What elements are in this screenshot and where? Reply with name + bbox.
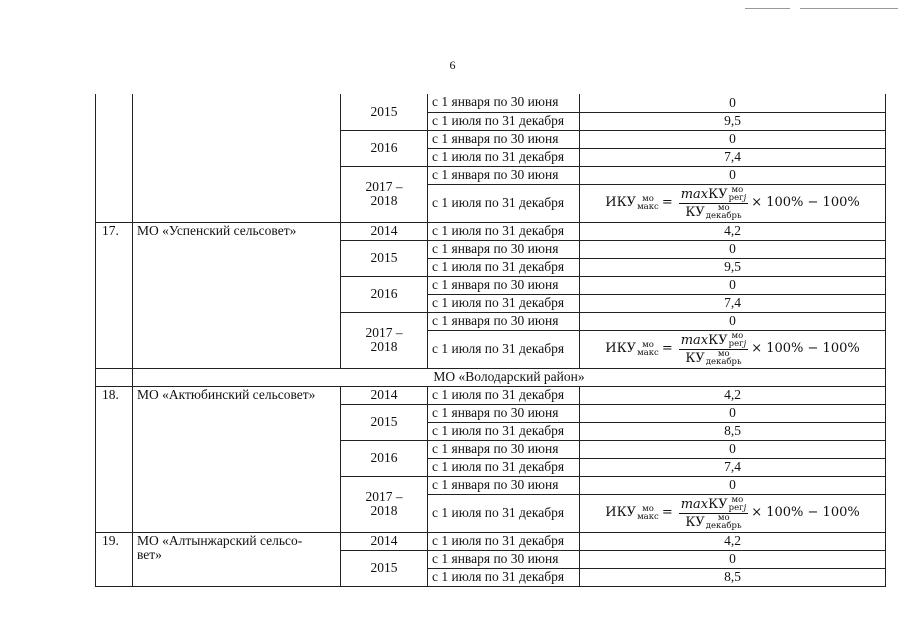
- municipality-cell: МО «Алтынжарский сельсо- вет»: [133, 532, 341, 586]
- period-cell: с 1 июля по 31 декабря: [428, 258, 580, 276]
- year-cell: 2015: [341, 404, 428, 440]
- formula-fraction: [679, 332, 748, 367]
- formula-lhs-sup: мо: [642, 193, 654, 204]
- value-cell: 0: [580, 440, 886, 458]
- period-cell: с 1 июля по 31 декабря: [428, 112, 580, 130]
- formula-denominator: [683, 514, 743, 531]
- formula-num-main: КУ: [708, 186, 728, 202]
- formula-den-main: КУ: [685, 204, 705, 220]
- formula-fraction: [679, 186, 748, 221]
- value-cell: 0: [580, 550, 886, 568]
- row-number-cell: [96, 94, 133, 222]
- formula-lhs-scripts: [637, 341, 659, 358]
- formula-equals: =: [661, 341, 673, 357]
- formula-num-sub: рег: [728, 193, 744, 203]
- formula-lhs-sup: мо: [642, 339, 654, 350]
- value-cell: 0: [580, 476, 886, 494]
- formula-den-sub: декабрь: [705, 521, 742, 531]
- formula-fraction: [679, 496, 748, 531]
- formula-num-prefix: max: [680, 186, 709, 202]
- period-cell: с 1 января по 30 июня: [428, 276, 580, 294]
- formula-lhs: ИКУ: [605, 195, 637, 211]
- table-row: [96, 222, 886, 240]
- formula-den-sup: мо: [717, 512, 730, 523]
- year-cell: 2015: [341, 550, 428, 586]
- year-cell: 2017 – 2018: [341, 166, 428, 222]
- value-cell: 0: [580, 94, 886, 112]
- period-cell: с 1 января по 30 июня: [428, 440, 580, 458]
- year-cell: 2017 – 2018: [341, 312, 428, 368]
- formula-denominator: [683, 350, 743, 367]
- formula-lhs-sub: макс: [637, 348, 659, 358]
- formula-equals: =: [661, 505, 673, 521]
- row-number-cell: 19.: [96, 532, 133, 586]
- value-cell: 0: [580, 404, 886, 422]
- formula-num-scripts: [729, 186, 747, 203]
- formula-num-scripts: [729, 332, 747, 349]
- row-number-cell: 18.: [96, 386, 133, 532]
- period-cell: с 1 января по 30 июня: [428, 312, 580, 330]
- period-cell: с 1 июля по 31 декабря: [428, 422, 580, 440]
- formula-lhs-scripts: [637, 195, 659, 212]
- year-cell: 2014: [341, 386, 428, 404]
- formula-denominator: [683, 204, 743, 221]
- formula-den-sup: мо: [717, 348, 730, 359]
- value-cell: 0: [580, 240, 886, 258]
- value-cell: 9,5: [580, 258, 886, 276]
- period-cell: с 1 июля по 31 декабря: [428, 386, 580, 404]
- formula-den-sub: декабрь: [705, 357, 742, 367]
- formula-num-sub: рег: [728, 339, 744, 349]
- row-number-cell: 17.: [96, 222, 133, 368]
- period-cell: с 1 июля по 31 декабря: [428, 568, 580, 586]
- scan-artifact: [745, 8, 790, 9]
- formula-den-scripts: [706, 350, 742, 367]
- formula-num-j: j: [743, 503, 747, 513]
- period-cell: с 1 января по 30 июня: [428, 94, 580, 112]
- formula-num-sup: мо: [731, 184, 744, 195]
- period-cell: с 1 июля по 31 декабря: [428, 222, 580, 240]
- value-cell: 0: [580, 130, 886, 148]
- formula-lhs-sub: макс: [637, 512, 659, 522]
- period-cell: с 1 июля по 31 декабря: [428, 532, 580, 550]
- formula-numerator: [679, 186, 748, 204]
- row-number-cell: [96, 368, 133, 386]
- formula-num-prefix: max: [680, 496, 709, 512]
- value-cell: 8,5: [580, 568, 886, 586]
- formula-num-prefix: max: [680, 332, 709, 348]
- year-cell: 2015: [341, 240, 428, 276]
- formula-cell: [580, 184, 886, 222]
- year-cell: 2014: [341, 532, 428, 550]
- formula-lhs: ИКУ: [605, 505, 637, 521]
- municipality-cell: МО «Успенский сельсовет»: [133, 222, 341, 368]
- page-number: 6: [449, 58, 456, 72]
- max-increase-formula: [605, 186, 859, 221]
- scan-artifact: [800, 8, 898, 9]
- formula-num-sub: рег: [728, 503, 744, 513]
- formula-num-scripts: [729, 496, 747, 513]
- formula-num-sup: мо: [731, 494, 744, 505]
- period-cell: с 1 января по 30 июня: [428, 550, 580, 568]
- max-increase-formula: [605, 332, 859, 367]
- district-heading: МО «Володарский район»: [133, 368, 886, 386]
- year-cell: 2016: [341, 130, 428, 166]
- municipality-cell: [133, 94, 341, 222]
- value-cell: 7,4: [580, 294, 886, 312]
- formula-den-scripts: [706, 204, 742, 221]
- formula-num-main: КУ: [708, 332, 728, 348]
- period-cell: с 1 июля по 31 декабря: [428, 184, 580, 222]
- value-cell: 4,2: [580, 386, 886, 404]
- value-cell: 7,4: [580, 458, 886, 476]
- formula-equals: =: [661, 195, 673, 211]
- value-cell: 0: [580, 312, 886, 330]
- period-cell: с 1 января по 30 июня: [428, 130, 580, 148]
- value-cell: 4,2: [580, 532, 886, 550]
- formula-den-main: КУ: [685, 350, 705, 366]
- period-cell: с 1 июля по 31 декабря: [428, 494, 580, 532]
- formula-den-scripts: [706, 514, 742, 531]
- period-cell: с 1 июля по 31 декабря: [428, 148, 580, 166]
- year-cell: 2016: [341, 440, 428, 476]
- period-cell: с 1 июля по 31 декабря: [428, 294, 580, 312]
- formula-tail: × 100% − 100%: [751, 341, 860, 357]
- year-cell: 2015: [341, 94, 428, 130]
- formula-lhs-scripts: [637, 505, 659, 522]
- table-row: [96, 94, 886, 112]
- table-row: [96, 532, 886, 550]
- formula-num-j: j: [743, 339, 747, 349]
- formula-num-main: КУ: [708, 496, 728, 512]
- formula-den-main: КУ: [685, 514, 705, 530]
- formula-tail: × 100% − 100%: [751, 195, 860, 211]
- formula-lhs-sup: мо: [642, 503, 654, 514]
- period-cell: с 1 июля по 31 декабря: [428, 458, 580, 476]
- value-cell: 0: [580, 166, 886, 184]
- period-cell: с 1 января по 30 июня: [428, 166, 580, 184]
- value-cell: 9,5: [580, 112, 886, 130]
- year-cell: 2016: [341, 276, 428, 312]
- year-cell: 2017 – 2018: [341, 476, 428, 532]
- formula-lhs: ИКУ: [605, 341, 637, 357]
- municipality-cell: МО «Актюбинский сельсовет»: [133, 386, 341, 532]
- formula-cell: [580, 330, 886, 368]
- formula-lhs-sub: макс: [637, 202, 659, 212]
- value-cell: 4,2: [580, 222, 886, 240]
- table-row: [96, 386, 886, 404]
- formula-num-sup: мо: [731, 330, 744, 341]
- period-cell: с 1 января по 30 июня: [428, 240, 580, 258]
- period-cell: с 1 июля по 31 декабря: [428, 330, 580, 368]
- formula-cell: [580, 494, 886, 532]
- period-cell: с 1 января по 30 июня: [428, 404, 580, 422]
- tariff-table: [95, 94, 886, 587]
- formula-numerator: [679, 332, 748, 350]
- period-cell: с 1 января по 30 июня: [428, 476, 580, 494]
- table-row: [96, 368, 886, 386]
- formula-den-sup: мо: [717, 202, 730, 213]
- year-cell: 2014: [341, 222, 428, 240]
- value-cell: 0: [580, 276, 886, 294]
- value-cell: 8,5: [580, 422, 886, 440]
- formula-num-j: j: [743, 193, 747, 203]
- formula-den-sub: декабрь: [705, 211, 742, 221]
- formula-numerator: [679, 496, 748, 514]
- value-cell: 7,4: [580, 148, 886, 166]
- formula-tail: × 100% − 100%: [751, 505, 860, 521]
- max-increase-formula: [605, 496, 859, 531]
